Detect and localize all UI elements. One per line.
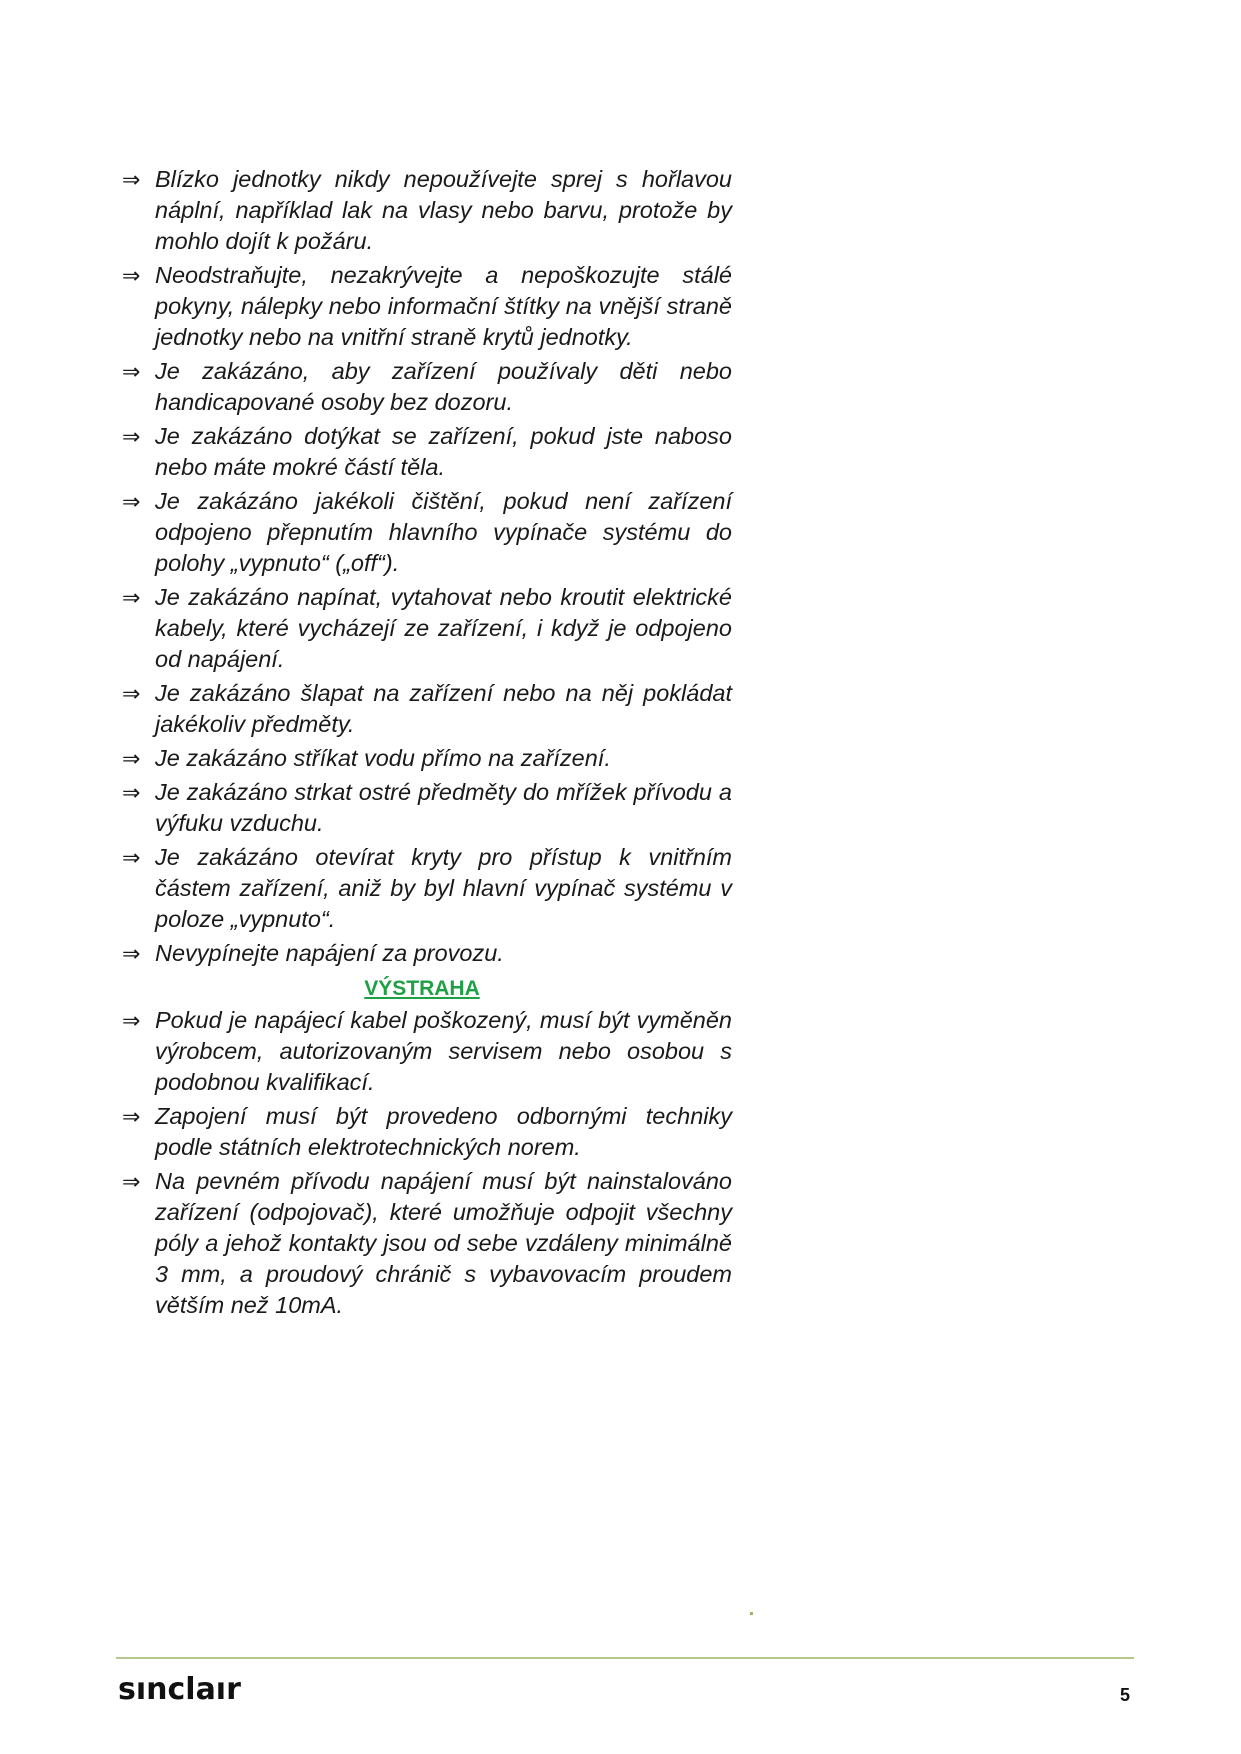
decorative-dot [750, 1612, 753, 1615]
list-item-text: Je zakázáno dotýkat se zařízení, pokud jste naboso nebo máte mokré částí těla. [155, 423, 732, 480]
sinclair-logo: sınclaır [118, 1672, 241, 1707]
arrow-bullet-icon: ⇒ [122, 359, 141, 384]
warning-heading: VÝSTRAHA [364, 977, 480, 1000]
list-item [122, 743, 732, 774]
arrow-bullet-icon: ⇒ [122, 585, 141, 610]
list-item [122, 486, 732, 579]
list-item [122, 164, 732, 257]
arrow-bullet-icon: ⇒ [122, 1008, 141, 1033]
list-item [122, 777, 732, 839]
arrow-bullet-icon: ⇒ [122, 746, 141, 771]
warning-list [122, 1005, 732, 1321]
arrow-bullet-icon: ⇒ [122, 681, 141, 706]
list-item [122, 842, 732, 935]
list-item [122, 1101, 732, 1163]
arrow-bullet-icon: ⇒ [122, 424, 141, 449]
list-item [122, 421, 732, 483]
list-item-text: Neodstraňujte, nezakrývejte a nepoškozujte stálé pokyny, nálepky nebo informační štítky na vnější straně jednotky nebo na vnitřní straně krytů jednotky. [155, 262, 732, 350]
list-item-text: Na pevném přívodu napájení musí být nainstalováno zařízení (odpojovač), které umožňuje odpojit všechny póly a jehož kontakty jsou od sebe vzdáleny minimálně 3 mm, a proudový chránič s vybavovacím proudem větším než 10mA. [155, 1168, 732, 1318]
list-item [122, 356, 732, 418]
list-item-text: Je zakázáno jakékoli čištění, pokud není zařízení odpojeno přepnutím hlavního vypínače systému do polohy „vypnuto“ („off“). [155, 488, 732, 576]
safety-list [122, 164, 732, 969]
list-item-text: Nevypínejte napájení za provozu. [155, 940, 504, 966]
list-item [122, 678, 732, 740]
list-item [122, 260, 732, 353]
list-item [122, 1166, 732, 1321]
list-item-text: Pokud je napájecí kabel poškozený, musí být vyměněn výrobcem, autorizovaným servisem nebo osobou s podobnou kvalifikací. [155, 1007, 732, 1095]
list-item [122, 938, 732, 969]
arrow-bullet-icon: ⇒ [122, 167, 141, 192]
arrow-bullet-icon: ⇒ [122, 1169, 141, 1194]
list-item-text: Zapojení musí být provedeno odbornými techniky podle státních elektrotechnických norem. [155, 1103, 732, 1160]
list-item-text: Je zakázáno stříkat vodu přímo na zařízení. [155, 745, 611, 771]
list-item-text: Blízko jednotky nikdy nepoužívejte sprej s hořlavou náplní, například lak na vlasy nebo barvu, protože by mohlo dojít k požáru. [155, 166, 732, 254]
arrow-bullet-icon: ⇒ [122, 941, 141, 966]
list-item-text: Je zakázáno šlapat na zařízení nebo na něj pokládat jakékoliv předměty. [155, 680, 732, 737]
arrow-bullet-icon: ⇒ [122, 263, 141, 288]
arrow-bullet-icon: ⇒ [122, 1104, 141, 1129]
list-item [122, 582, 732, 675]
arrow-bullet-icon: ⇒ [122, 845, 141, 870]
list-item-text: Je zakázáno napínat, vytahovat nebo kroutit elektrické kabely, které vycházejí ze zařízení, i když je odpojeno od napájení. [155, 584, 732, 672]
arrow-bullet-icon: ⇒ [122, 489, 141, 514]
footer-rule [116, 1657, 1134, 1659]
document-body [122, 164, 732, 1324]
list-item-text: Je zakázáno strkat ostré předměty do mřížek přívodu a výfuku vzduchu. [155, 779, 732, 836]
list-item-text: Je zakázáno otevírat kryty pro přístup k vnitřním částem zařízení, aniž by byl hlavní vypínač systému v poloze „vypnuto“. [155, 844, 732, 932]
list-item [122, 1005, 732, 1098]
list-item-text: Je zakázáno, aby zařízení používaly děti nebo handicapované osoby bez dozoru. [155, 358, 732, 415]
arrow-bullet-icon: ⇒ [122, 780, 141, 805]
page-number: 5 [1120, 1685, 1131, 1705]
